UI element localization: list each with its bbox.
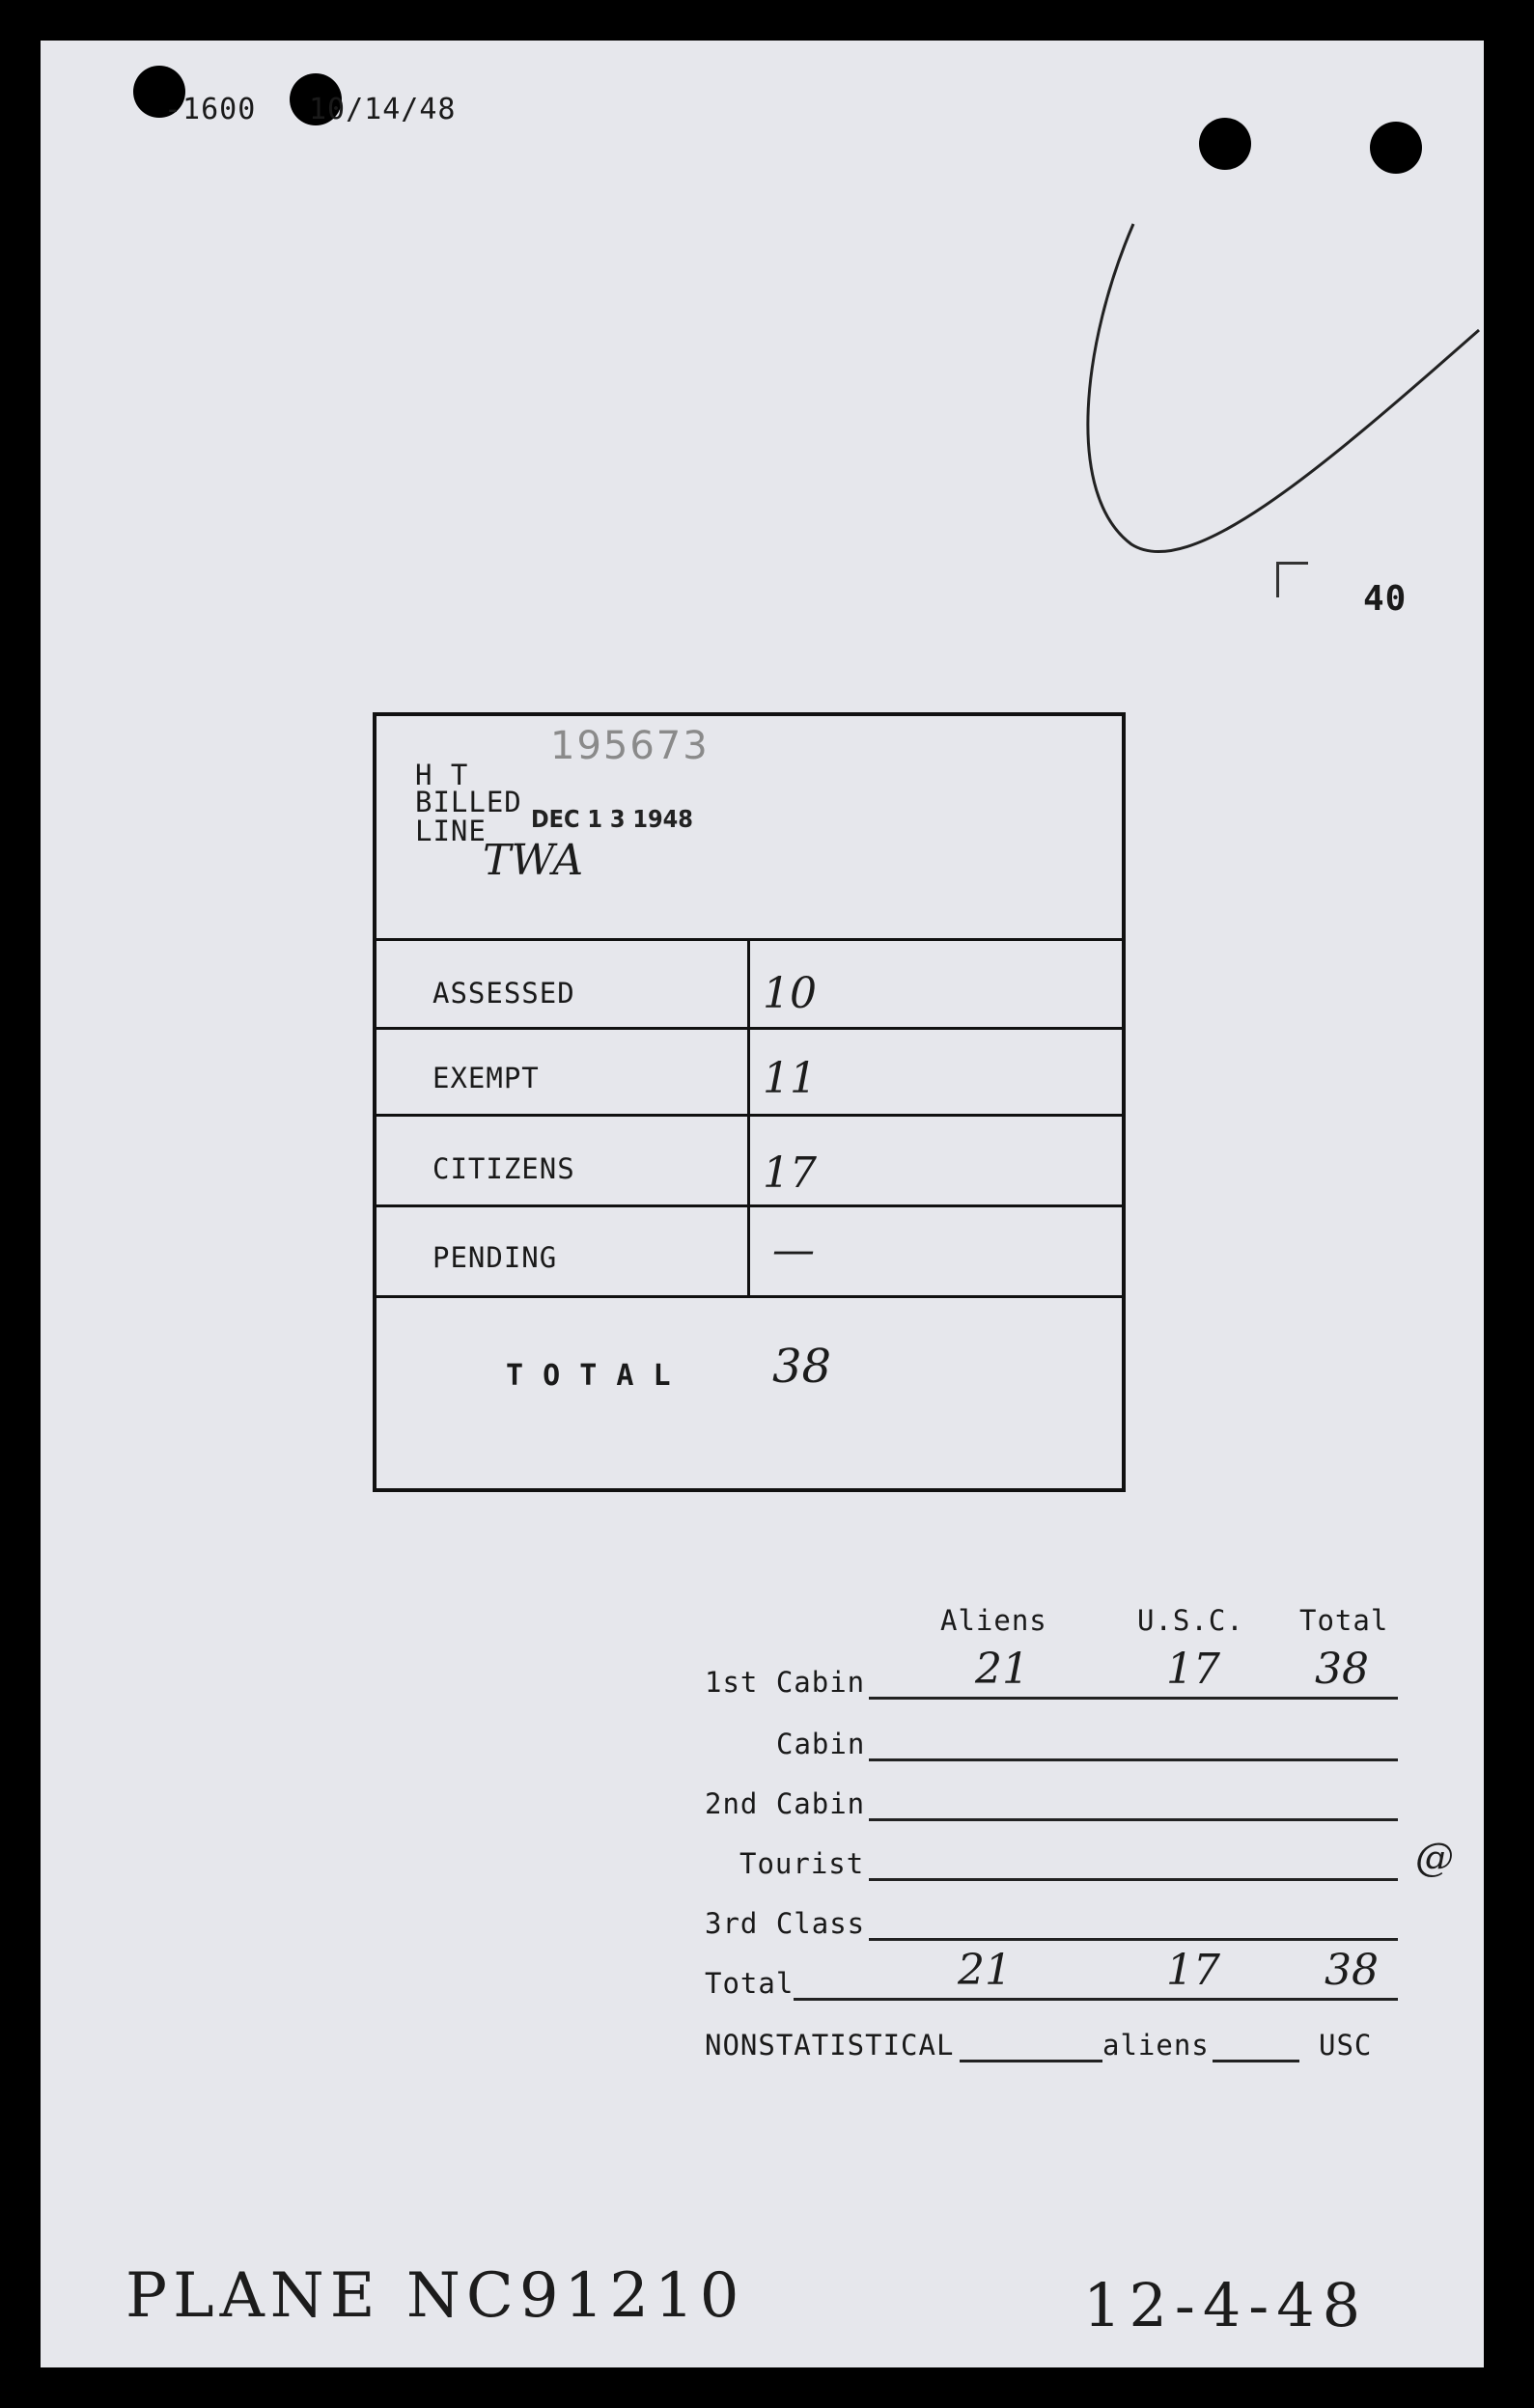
row-3rd-class-line <box>869 1938 1398 1941</box>
punch-hole-top-right <box>1199 118 1251 170</box>
col-total-header: Total <box>1299 1604 1389 1637</box>
footer-date: 12-4-48 <box>1083 2270 1369 2340</box>
form-date: 10/14/48 <box>309 93 457 126</box>
tally-total-label: T O T A L <box>506 1359 672 1393</box>
line-value: TWA <box>483 836 584 885</box>
nonstat-aliens-word: aliens <box>1102 2029 1210 2062</box>
tally-total-value: 38 <box>772 1340 832 1394</box>
row-3rd-class-label: 3rd Class <box>705 1907 866 1940</box>
row-1st-cabin-total: 38 <box>1315 1645 1369 1694</box>
row-2nd-cabin-label: 2nd Cabin <box>705 1787 866 1820</box>
label-ht: H T <box>415 759 469 791</box>
stamp-serial <box>550 724 710 768</box>
row-1st-cabin-aliens: 21 <box>975 1645 1029 1694</box>
row-assessed-label: ASSESSED <box>432 977 575 1010</box>
box-column-divider <box>747 938 750 1297</box>
nonstat-usc-word: USC <box>1319 2029 1373 2062</box>
nonstat-label: NONSTATISTICAL <box>705 2029 955 2062</box>
row-citizens-label: CITIZENS <box>432 1152 575 1185</box>
row-total-aliens: 21 <box>958 1946 1012 1995</box>
row-2nd-cabin-line <box>869 1818 1398 1821</box>
label-line: LINE <box>415 815 487 847</box>
pencil-curve-mark <box>1025 185 1489 629</box>
row-tourist-line <box>869 1878 1398 1881</box>
form-number: -1600 <box>164 93 257 126</box>
corner-mark: 40 <box>1363 579 1408 619</box>
row-pending-label: PENDING <box>432 1241 558 1274</box>
row-exempt-label: EXEMPT <box>432 1062 540 1094</box>
smudge-mark <box>1276 562 1308 597</box>
row-tourist-label: Tourist <box>739 1847 865 1880</box>
date-stamp: DEC 1 3 1948 <box>531 805 693 833</box>
row-total-line <box>794 1998 1398 2001</box>
row-pending-value: — <box>772 1226 815 1275</box>
punch-hole-top-right-2 <box>1370 122 1422 174</box>
row-assessed-value: 10 <box>763 969 817 1018</box>
plane-number: PLANE NC91210 <box>126 2260 745 2332</box>
col-usc-header: U.S.C. <box>1137 1604 1244 1637</box>
document-page <box>41 41 1484 2367</box>
nonstat-line-2 <box>1213 2060 1299 2062</box>
row-exempt-value: 11 <box>763 1054 817 1103</box>
row-total-total: 38 <box>1325 1946 1379 1995</box>
row-1st-cabin-line <box>869 1697 1398 1700</box>
row-cabin-line <box>869 1758 1398 1761</box>
stamp-serial-number: 195673 <box>550 724 710 768</box>
row-1st-cabin-usc: 17 <box>1166 1645 1220 1694</box>
row-citizens-value: 17 <box>763 1149 817 1198</box>
row-1st-cabin-label: 1st Cabin <box>705 1666 866 1699</box>
row-total-label: Total <box>705 1967 795 2000</box>
row-total-usc: 17 <box>1166 1946 1220 1995</box>
row-cabin-label: Cabin <box>776 1728 866 1760</box>
label-billed: BILLED <box>415 786 522 818</box>
tally-box <box>373 712 1126 1492</box>
nonstat-line-1 <box>960 2060 1102 2062</box>
margin-mark: @ <box>1415 1836 1454 1880</box>
col-aliens-header: Aliens <box>940 1604 1047 1637</box>
